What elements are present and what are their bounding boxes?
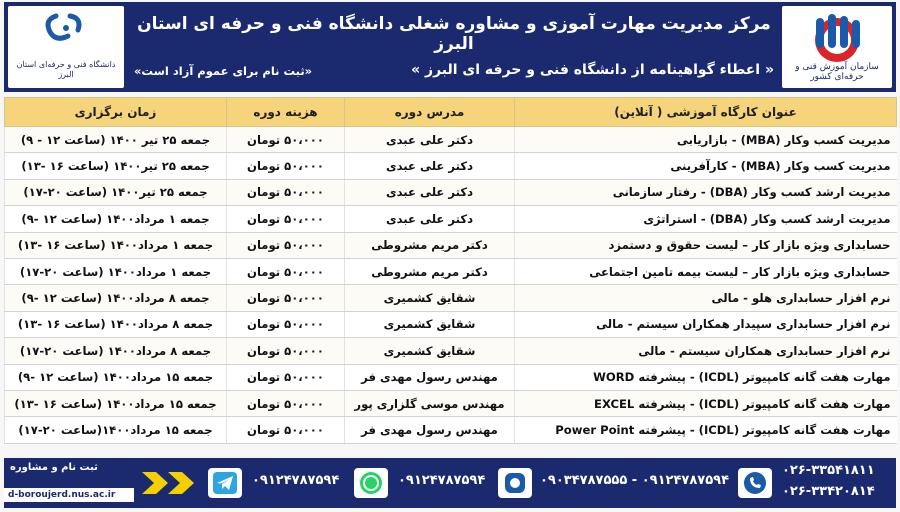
course-title: مدیریت کسب وکار (MBA) - کارآفرینی (515, 153, 897, 179)
course-fee: ۵۰،۰۰۰ تومان (227, 179, 345, 205)
logo-university (8, 6, 124, 88)
course-time: جمعه ۸ مرداد۱۴۰۰ (ساعت ۲۰-۱۷) (5, 338, 227, 364)
course-title: حسابداری ویژه بازار کار – لیست بیمه تامین اجتماعی (515, 258, 897, 284)
page-title: مرکز مدیریت مهارت آموزی و مشاوره شغلی دانشگاه فنی و حرفه ای استان البرز (137, 14, 771, 54)
course-title: مهارت هفت گانه کامپیوتر (ICDL) - پیشرفته WORD (515, 364, 897, 390)
course-time: جمعه ۱ مرداد۱۴۰۰ (ساعت ۱۶ -۱۳) (5, 232, 227, 258)
contact-footer (4, 458, 896, 508)
course-fee: ۵۰،۰۰۰ تومان (227, 311, 345, 337)
course-fee: ۵۰،۰۰۰ تومان (227, 338, 345, 364)
double-chevron-icon (140, 470, 200, 496)
course-teacher: مهندس رسول مهدی فر (345, 417, 515, 443)
logo-left-caption: دانشگاه فنی و حرفه‌ای استان البرز (16, 60, 116, 79)
course-teacher: دکتر علی عبدی (345, 206, 515, 232)
registration-note: «ثبت نام برای عموم آزاد است» (134, 64, 313, 78)
course-teacher: دکتر علی عبدی (345, 179, 515, 205)
course-title: نرم افزار حسابداری هلو - مالی (515, 285, 897, 311)
header-title: عنوان کارگاه آموزشی ( آنلاین) (515, 98, 897, 127)
course-time: جمعه ۲۵ تیر۱۴۰۰ (ساعت ۱۶ -۱۳) (5, 153, 227, 179)
course-time: جمعه ۱۵ مرداد۱۴۰۰ (ساعت ۱۶ -۱۳) (5, 390, 227, 416)
course-title: نرم افزار حسابداری همکاران سیستم - مالی (515, 338, 897, 364)
table-row (5, 206, 897, 232)
header-banner (4, 2, 896, 92)
table-row (5, 258, 897, 284)
course-fee: ۵۰،۰۰۰ تومان (227, 285, 345, 311)
table-header-row (5, 98, 897, 127)
whatsapp-number: ۰۹۱۲۴۷۸۷۵۹۴ (398, 473, 486, 488)
logo-tvto (782, 6, 892, 88)
course-fee: ۵۰،۰۰۰ تومان (227, 206, 345, 232)
course-time: جمعه ۱ مرداد۱۴۰۰ (ساعت ۲۰-۱۷) (5, 258, 227, 284)
course-teacher: دکتر مریم مشروطی (345, 258, 515, 284)
course-teacher: دکتر علی عبدی (345, 153, 515, 179)
phone-2: ۰۲۶-۳۳۴۲۰۸۱۴ (782, 484, 875, 499)
course-teacher: شقایق کشمیری (345, 338, 515, 364)
table-row (5, 153, 897, 179)
mobile-numbers: ۰۹۰۳۴۷۸۷۵۵۵ - ۰۹۱۲۴۷۸۷۵۹۴ (540, 473, 730, 488)
table-row (5, 364, 897, 390)
course-fee: ۵۰،۰۰۰ تومان (227, 417, 345, 443)
table-row (5, 311, 897, 337)
table-row (5, 232, 897, 258)
course-teacher: دکتر علی عبدی (345, 127, 515, 153)
course-title: حسابداری ویژه بازار کار – لیست حقوق و دستمزد (515, 232, 897, 258)
header-time: زمان برگزاری (5, 98, 227, 127)
course-teacher: مهندس موسی گلزاری پور (345, 390, 515, 416)
course-time: جمعه ۸ مرداد۱۴۰۰ (ساعت ۱۶ -۱۳) (5, 311, 227, 337)
course-title: مهارت هفت گانه کامپیوتر (ICDL) - پیشرفته Power Point (515, 417, 897, 443)
course-time: جمعه ۲۵ تیر۱۴۰۰ (ساعت ۲۰-۱۷) (5, 179, 227, 205)
telegram-icon (208, 468, 242, 498)
course-title: مدیریت ارشد کسب وکار (DBA) - استراتژی (515, 206, 897, 232)
phone-1: ۰۲۶-۳۳۵۴۱۸۱۱ (782, 463, 875, 478)
course-time: جمعه ۲۵ تیر ۱۴۰۰ (ساعت ۱۲ - ۹) (5, 127, 227, 153)
table-row (5, 417, 897, 443)
course-time: جمعه ۸ مرداد۱۴۰۰ (ساعت ۱۲ -۹) (5, 285, 227, 311)
logo-right-caption: سازمان آموزش فنی و حرفه‌ای کشور (795, 62, 879, 82)
course-time: جمعه ۱۵ مرداد۱۴۰۰ (ساعت ۱۲ -۹) (5, 364, 227, 390)
course-fee: ۵۰،۰۰۰ تومان (227, 390, 345, 416)
course-fee: ۵۰،۰۰۰ تومان (227, 127, 345, 153)
course-teacher: شقایق کشمیری (345, 311, 515, 337)
course-title: مدیریت ارشد کسب وکار (DBA) - رفتار سازمانی (515, 179, 897, 205)
course-title: نرم افزار حسابداری سپیدار همکاران سیستم - مالی (515, 311, 897, 337)
website-url: d-boroujerd.nus.ac.ir (4, 488, 134, 502)
course-time: جمعه ۱۵ مرداد۱۴۰۰(ساعت ۲۰-۱۷) (5, 417, 227, 443)
phone-icon (738, 468, 772, 498)
table-row (5, 285, 897, 311)
course-fee: ۵۰،۰۰۰ تومان (227, 258, 345, 284)
course-time: جمعه ۱ مرداد۱۴۰۰ (ساعت ۱۲ -۹) (5, 206, 227, 232)
course-teacher: دکتر مریم مشروطی (345, 232, 515, 258)
table-row (5, 338, 897, 364)
course-title: مدیریت کسب وکار (MBA) - بازاریابی (515, 127, 897, 153)
course-fee: ۵۰،۰۰۰ تومان (227, 153, 345, 179)
bale-icon (498, 468, 532, 498)
course-teacher: مهندس رسول مهدی فر (345, 364, 515, 390)
certificate-subtitle: « اعطاء گواهینامه از دانشگاه فنی و حرفه ای البرز » (411, 62, 774, 78)
course-fee: ۵۰،۰۰۰ تومان (227, 232, 345, 258)
course-fee: ۵۰،۰۰۰ تومان (227, 364, 345, 390)
course-teacher: شقایق کشمیری (345, 285, 515, 311)
header-fee: هزینه دوره (227, 98, 345, 127)
registration-label: ثبت نام و مشاوره (10, 462, 98, 473)
telegram-number: ۰۹۱۲۴۷۸۷۵۹۴ (252, 473, 340, 488)
header-teacher: مدرس دوره (345, 98, 515, 127)
course-table (4, 97, 896, 444)
table-row (5, 127, 897, 153)
course-title: مهارت هفت گانه کامپیوتر (ICDL) - پیشرفته EXCEL (515, 390, 897, 416)
table-row (5, 179, 897, 205)
whatsapp-icon (354, 468, 388, 498)
table-row (5, 390, 897, 416)
